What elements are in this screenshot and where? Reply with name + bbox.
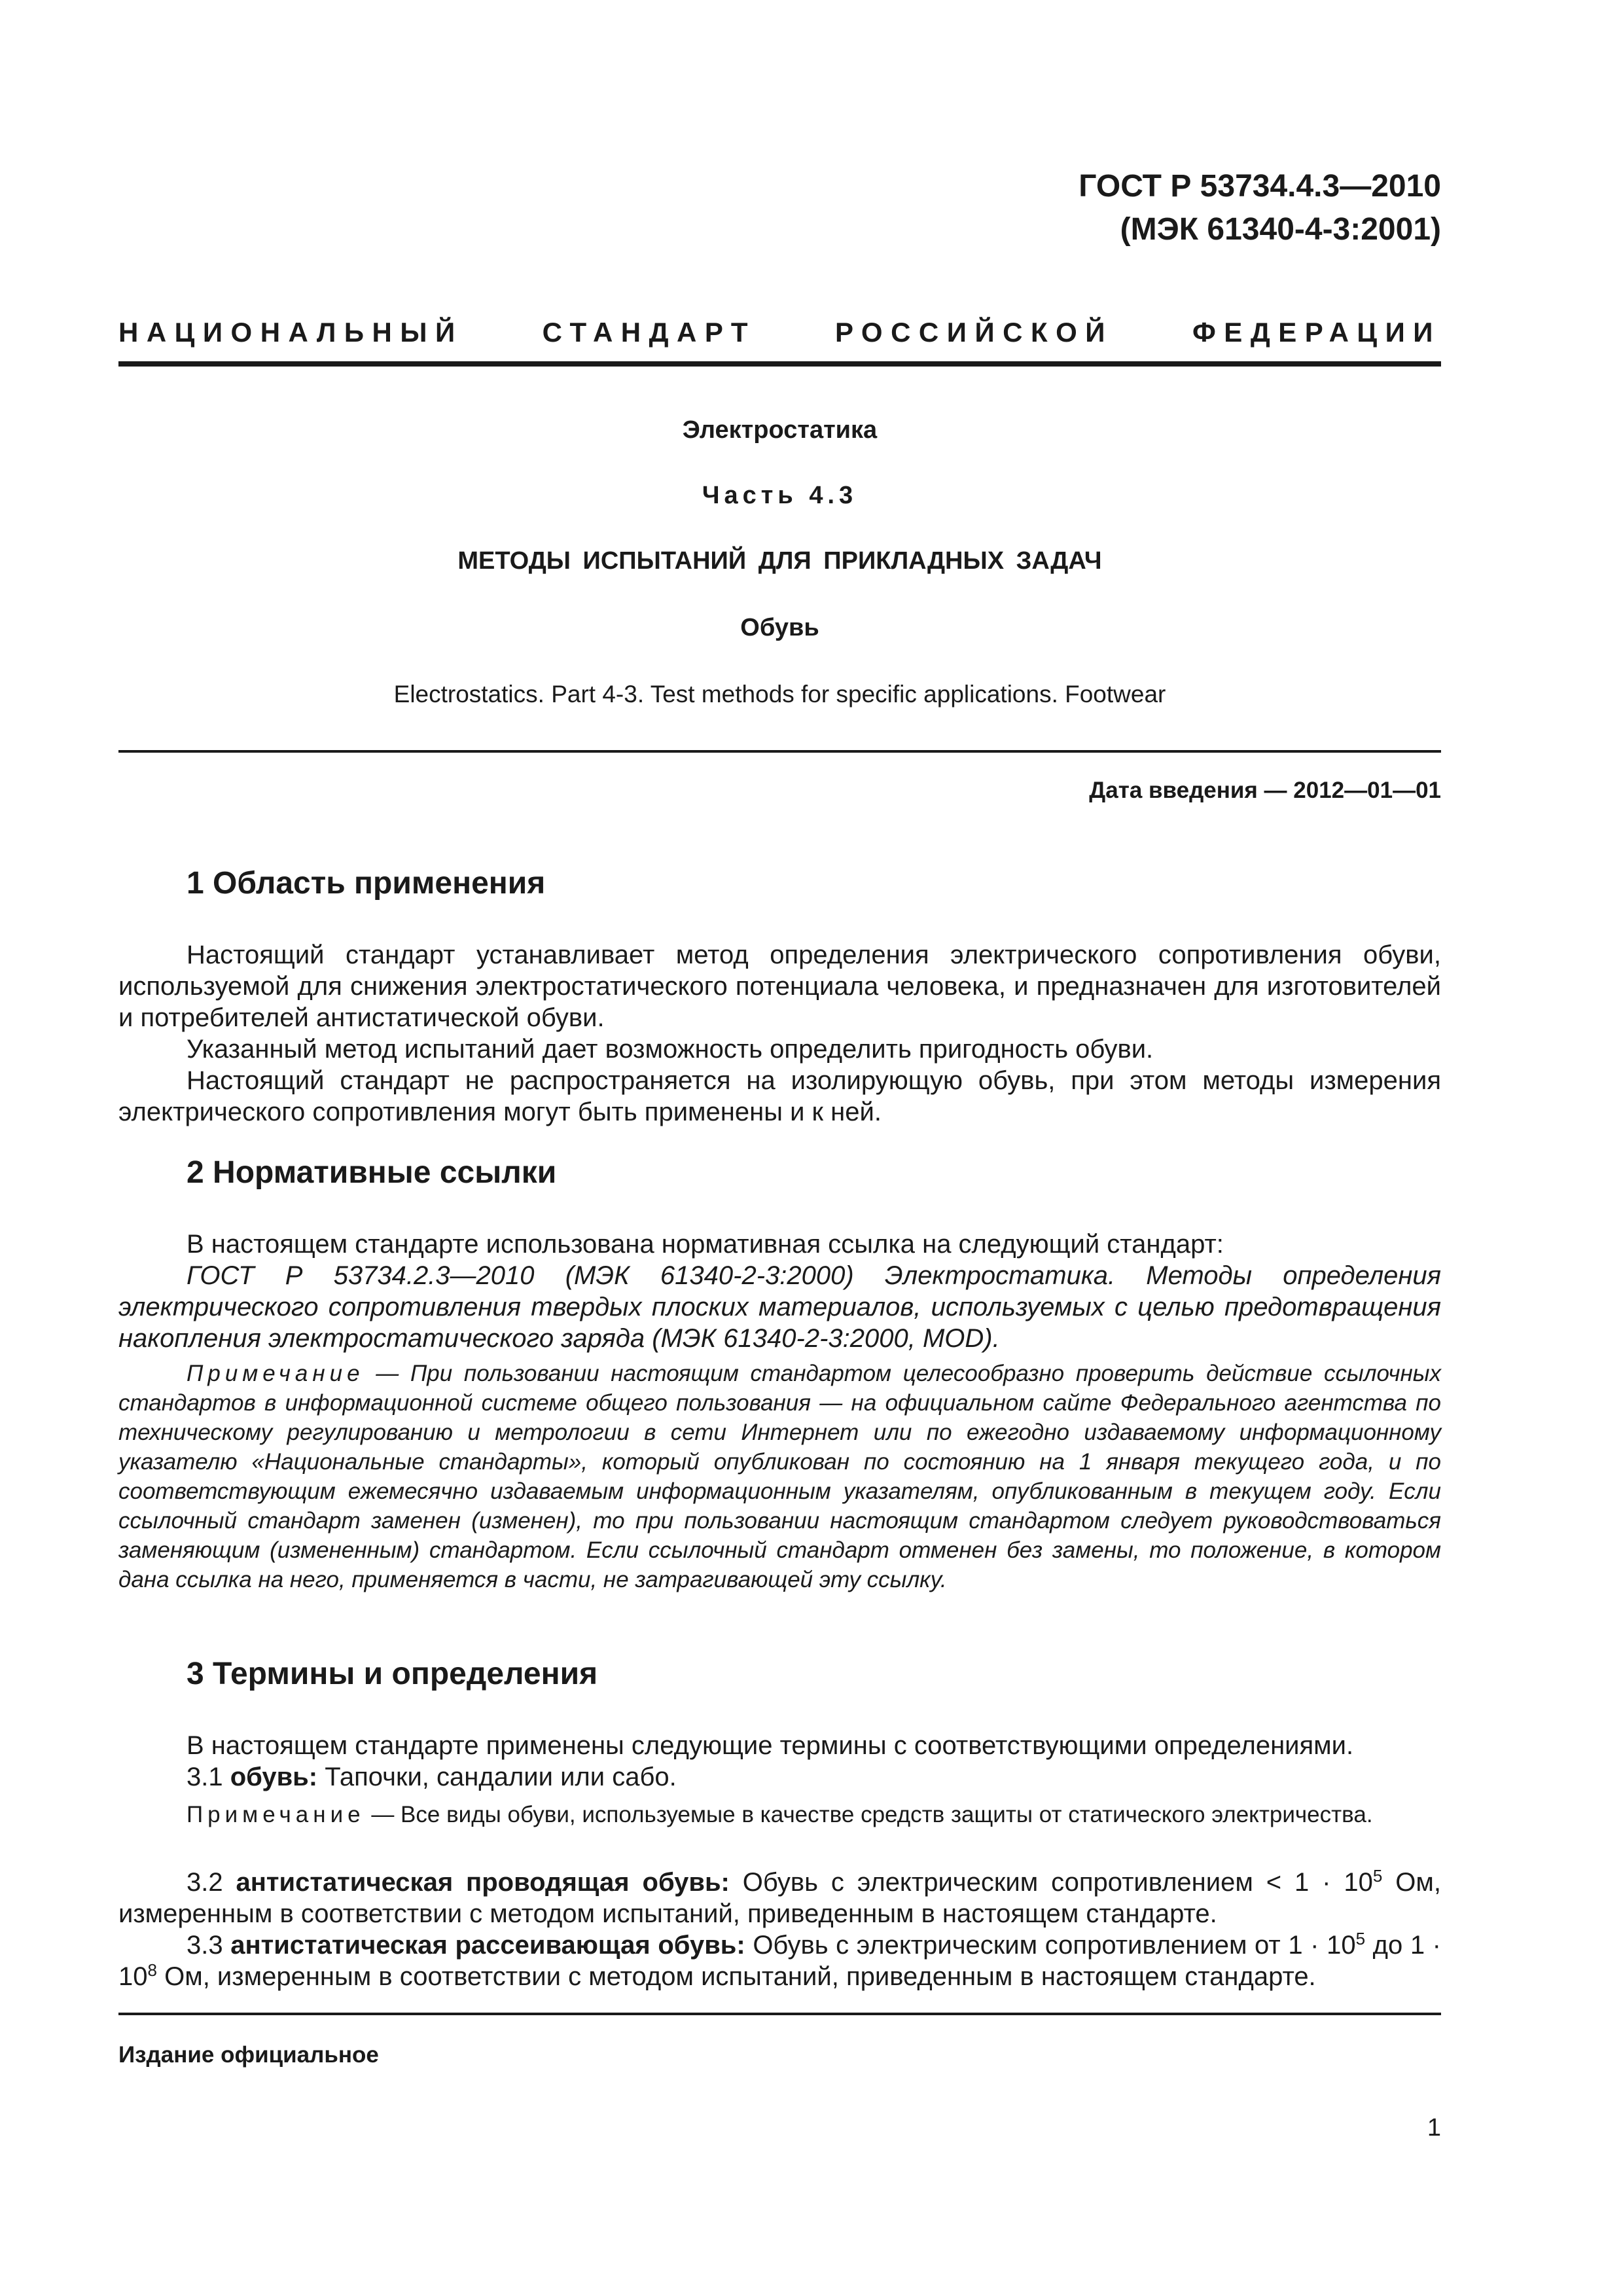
gost-number: ГОСТ Р 53734.4.3—2010	[1079, 169, 1441, 204]
section-3-terms	[118, 1867, 1441, 1992]
section-1-heading: 1 Область применения	[187, 866, 546, 901]
section-3-note	[118, 1800, 1441, 1829]
note-label: Примечание	[187, 1361, 365, 1386]
term-3-2-def-a: Обувь с электрическим сопротивлением < 1 · 10	[729, 1868, 1373, 1897]
term-3-1-number: 3.1	[187, 1763, 223, 1791]
note-text-2: — Все виды обуви, используемые в качестве средств защиты от статического электричества.	[365, 1802, 1373, 1827]
term-3-3-number: 3.3	[187, 1931, 223, 1960]
section-3-intro	[118, 1730, 1441, 1793]
normative-reference: ГОСТ Р 53734.2.3—2010 (МЭК 61340-2-3:2000) Электростатика. Методы определения электрического сопротивления твердых плоских материалов, используемых с целью предотвращения накопления электростатического заряда (МЭК 61340-2-3:2000, MOD).	[118, 1261, 1441, 1353]
section-2-heading: 2 Нормативные ссылки	[187, 1155, 557, 1190]
iec-number: (МЭК 61340-4-3:2001)	[1120, 212, 1441, 247]
title-divider	[118, 750, 1441, 753]
header-divider	[118, 361, 1441, 367]
term-3-3-def-b: до 1 · 10	[118, 1931, 1441, 1991]
document-number-block	[1079, 165, 1441, 251]
section-1-paragraph-2: Указанный метод испытаний дает возможность определить пригодность обуви.	[187, 1035, 1154, 1064]
term-3-2	[118, 1867, 1441, 1929]
section-2-paragraph-1: В настоящем стандарте использована нормативная ссылка на следующий стандарт:	[187, 1230, 1224, 1259]
section-2-note	[118, 1359, 1441, 1594]
banner-word-2: СТАНДАРТ	[542, 317, 756, 348]
term-3-1	[118, 1761, 1441, 1793]
footer-divider	[118, 2013, 1441, 2015]
banner-word-4: ФЕДЕРАЦИИ	[1192, 317, 1441, 348]
introduction-date: Дата введения — 2012—01—01	[1089, 778, 1441, 803]
note-label-2: Примечание	[187, 1802, 365, 1827]
page-number: 1	[1427, 2114, 1441, 2142]
section-1-paragraph-1: Настоящий стандарт устанавливает метод определения электрического сопротивления обуви, используемой для снижения электростатического потенциала человека, и предназначен для изготовителей и потребителей антистатической обуви.	[118, 941, 1441, 1032]
term-3-3-def-c: Ом, измеренным в соответствии с методом испытаний, приведенным в настоящем стандарте.	[156, 1962, 1316, 1991]
term-3-2-def-b: Ом, измеренным в соответствии с методом испытаний, приведенным в настоящем стандарте.	[118, 1868, 1441, 1928]
term-3-3	[118, 1929, 1441, 1992]
section-2-body	[118, 1229, 1441, 1354]
section-3-paragraph-1: В настоящем стандарте применены следующие термины с соответствующими определениями.	[187, 1731, 1354, 1760]
term-3-1-term: обувь:	[230, 1763, 318, 1791]
title-sub: Обувь	[740, 614, 819, 641]
term-3-2-exponent: 5	[1372, 1866, 1383, 1886]
section-1-body	[118, 939, 1441, 1128]
term-3-2-term: антистатическая проводящая обувь:	[236, 1868, 730, 1897]
term-3-2-number: 3.2	[187, 1868, 223, 1897]
title-main: МЕТОДЫ ИСПЫТАНИЙ ДЛЯ ПРИКЛАДНЫХ ЗАДАЧ	[457, 547, 1102, 575]
official-edition-label: Издание официальное	[118, 2042, 379, 2068]
term-3-3-term: антистатическая рассеивающая обувь:	[230, 1931, 745, 1960]
term-3-3-exponent-2: 8	[147, 1960, 157, 1980]
national-standard-banner	[118, 317, 1441, 348]
title-part: Часть 4.3	[702, 482, 858, 509]
banner-word-3: РОССИЙСКОЙ	[834, 317, 1113, 348]
term-3-3-exponent-1: 5	[1355, 1929, 1366, 1948]
banner-word-1: НАЦИОНАЛЬНЫЙ	[118, 317, 463, 348]
term-3-1-definition: Тапочки, сандалии или сабо.	[317, 1763, 677, 1791]
title-subject: Электростатика	[682, 416, 878, 444]
title-english: Electrostatics. Part 4-3. Test methods for specific applications. Footwear	[393, 681, 1166, 708]
section-3-heading: 3 Термины и определения	[187, 1657, 598, 1691]
note-text: — При пользовании настоящим стандартом целесообразно проверить действие ссылочных стандартов в информационной системе общего пользования — на официальном сайте Федерального агентства по техническому регулированию и метрологии в сети Интернет или по ежегодно издаваемому информационному указателю «Национальные стандарты», который опубликован по состоянию на 1 января текущего года, и по соответствующим ежемесячно издаваемым информационным указателям, опубликованным в текущем году. Если ссылочный стандарт заменен (изменен), то при пользовании настоящим стандартом следует руководствоваться заменяющим (измененным) стандартом. Если ссылочный стандарт отменен без замены, то положение, в котором дана ссылка на него, применяется в части, не затрагивающей эту ссылку.	[118, 1361, 1441, 1592]
term-3-3-def-a: Обувь с электрическим сопротивлением от 1 · 10	[745, 1931, 1356, 1960]
section-1-paragraph-3: Настоящий стандарт не распространяется на изолирующую обувь, при этом методы измерения электрического сопротивления могут быть применены и к ней.	[118, 1066, 1441, 1126]
